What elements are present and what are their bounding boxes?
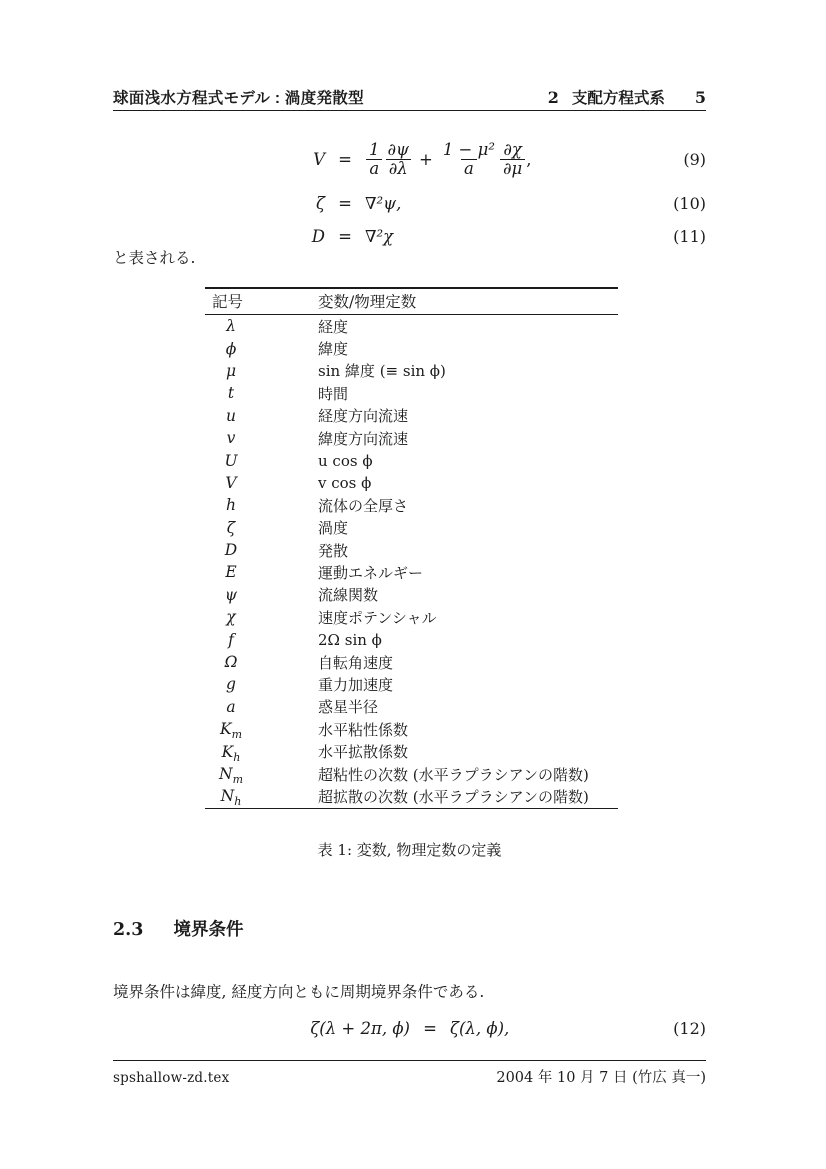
table-header-row — [205, 289, 618, 314]
equation-9 — [113, 141, 706, 179]
symbol-cell: f — [228, 630, 234, 649]
section-title: 境界条件 — [173, 919, 244, 939]
equation-10 — [113, 192, 706, 216]
paragraph-boundary-condition: 境界条件は緯度, 経度方向ともに周期境界条件である. — [113, 983, 485, 1001]
description-cell: 経度方向流速 — [318, 407, 409, 426]
header-rule — [113, 110, 706, 111]
symbol-cell: E — [225, 563, 237, 582]
table-row — [205, 785, 618, 807]
eq9-equals: = — [338, 150, 352, 170]
table-row — [205, 427, 618, 449]
table-row — [205, 360, 618, 382]
description-cell: 経度 — [318, 317, 349, 336]
symbol-cell: v — [226, 429, 236, 448]
equation-12 — [113, 1016, 706, 1040]
description-cell: 超粘性の次数 (水平ラプラシアンの階数) — [318, 765, 589, 784]
running-title: 球面浅水方程式モデル : 渦度発散型 — [113, 90, 364, 107]
symbol-cell: χ — [226, 608, 236, 627]
eq11-number: (11) — [673, 227, 706, 247]
description-cell: 流体の全厚さ — [318, 496, 409, 515]
table-bottom-rule — [205, 808, 618, 810]
footer-date-author: 2004 年 10 月 7 日 (竹広 真一) — [496, 1070, 706, 1086]
table-row — [205, 718, 618, 740]
equation-11 — [113, 225, 706, 249]
eq10-number: (10) — [673, 194, 706, 214]
page-number: 5 — [694, 88, 706, 107]
table-row — [205, 628, 618, 650]
eq12-rhs: ζ(λ, ϕ), — [450, 1018, 510, 1038]
description-cell: 時間 — [318, 384, 349, 403]
description-cell: 渦度 — [318, 519, 349, 538]
table-row — [205, 696, 618, 718]
running-section-number: 2 — [547, 88, 559, 107]
table-row — [205, 539, 618, 561]
table-row — [205, 405, 618, 427]
fraction: $\frac{\partial\psi}{\partial\lambda}$ — [387, 140, 409, 179]
page-header — [113, 86, 706, 108]
symbol-cell: $K_h$ — [221, 742, 241, 764]
description-cell: 自転角速度 — [318, 653, 394, 672]
paragraph-after-equations: と表される. — [113, 249, 196, 267]
fraction: $\frac{\text{1 − μ²}}{a}$ — [442, 140, 495, 179]
table-row — [205, 382, 618, 404]
table-row — [205, 673, 618, 695]
description-cell: 惑星半径 — [318, 698, 379, 717]
eq10-equals: = — [338, 194, 352, 214]
eq10-rhs: ∇²ψ, — [365, 194, 402, 214]
eq9-number: (9) — [683, 150, 706, 170]
table-row — [205, 449, 618, 471]
description-cell: 超拡散の次数 (水平ラプラシアンの階数) — [318, 787, 589, 806]
description-cell: 流線関数 — [318, 586, 379, 605]
symbol-cell: μ — [225, 361, 237, 380]
description-cell: u cos ϕ — [318, 451, 373, 470]
table-row — [205, 494, 618, 516]
description-cell: v cos ϕ — [318, 473, 372, 492]
equation-12-wrap — [113, 1016, 706, 1049]
eq11-lhs: D — [311, 227, 325, 247]
table-row — [205, 763, 618, 785]
symbol-cell: ϕ — [225, 339, 237, 358]
symbol-cell: u — [226, 406, 236, 425]
section-number: 2.3 — [113, 920, 144, 940]
page-footer — [113, 1066, 706, 1087]
footer-filename: spshallow-zd.tex — [113, 1070, 230, 1086]
eq12-equals: = — [423, 1018, 437, 1038]
table-row — [205, 517, 618, 539]
table-header-symbol: 記号 — [212, 293, 244, 311]
table-row — [205, 651, 618, 673]
symbol-cell: ζ — [226, 518, 236, 537]
table-row — [205, 584, 618, 606]
description-cell: 発散 — [318, 541, 349, 560]
description-cell: 2Ω sin ϕ — [318, 630, 382, 649]
symbol-cell: a — [226, 697, 236, 716]
running-section — [548, 86, 706, 108]
table-row — [205, 606, 618, 628]
plus-operator: + — [418, 150, 433, 170]
fraction: $\frac{\partial\chi}{\partial\mu}$ — [500, 141, 525, 179]
eq10-lhs: ζ — [316, 194, 325, 214]
description-cell: 運動エネルギー — [318, 563, 424, 582]
description-cell: sin 緯度 (≡ sin ϕ) — [318, 362, 446, 381]
description-cell: 速度ポテンシャル — [318, 608, 437, 627]
eq12-number: (12) — [673, 1018, 706, 1038]
running-section-title: 支配方程式系 — [571, 90, 665, 107]
table-row — [205, 337, 618, 359]
table-row — [205, 472, 618, 494]
fraction: $\frac{1}{a}$ — [366, 141, 383, 179]
table-row — [205, 315, 618, 337]
symbol-cell: g — [226, 675, 236, 694]
table-row — [205, 740, 618, 762]
description-cell: 緯度 — [318, 340, 349, 359]
symbol-cell: $K_m$ — [219, 720, 243, 742]
table-caption: 表 1: 変数, 物理定数の定義 — [317, 841, 502, 859]
eq9-lhs: V — [313, 150, 325, 170]
section-heading — [113, 916, 244, 941]
symbol-table — [205, 287, 618, 809]
symbol-cell: t — [227, 384, 235, 403]
description-cell: 水平拡散係数 — [318, 743, 409, 762]
table-row — [205, 561, 618, 583]
symbol-cell: λ — [226, 317, 236, 336]
symbol-table-rows — [205, 315, 618, 808]
description-cell: 重力加速度 — [318, 675, 394, 694]
description-cell: 水平粘性係数 — [318, 720, 409, 739]
footer-rule — [113, 1060, 706, 1061]
eq9-trailing-comma: , — [526, 150, 532, 170]
symbol-cell: h — [226, 496, 236, 515]
symbol-cell: $N_m$ — [219, 765, 243, 787]
table-header-description: 変数/物理定数 — [318, 293, 417, 311]
symbol-cell: Ω — [224, 653, 238, 672]
description-cell: 緯度方向流速 — [318, 429, 409, 448]
eq12-lhs: ζ(λ + 2π, ϕ) — [310, 1018, 410, 1038]
symbol-cell: ψ — [224, 585, 238, 604]
symbol-cell: V — [225, 473, 237, 492]
symbol-cell: D — [224, 541, 238, 560]
symbol-cell: $N_h$ — [220, 787, 242, 809]
eq9-rhs — [365, 141, 531, 179]
equation-group — [113, 141, 706, 258]
eq11-rhs: ∇²χ — [365, 227, 394, 247]
symbol-cell: U — [224, 451, 238, 470]
eq11-equals: = — [338, 227, 352, 247]
